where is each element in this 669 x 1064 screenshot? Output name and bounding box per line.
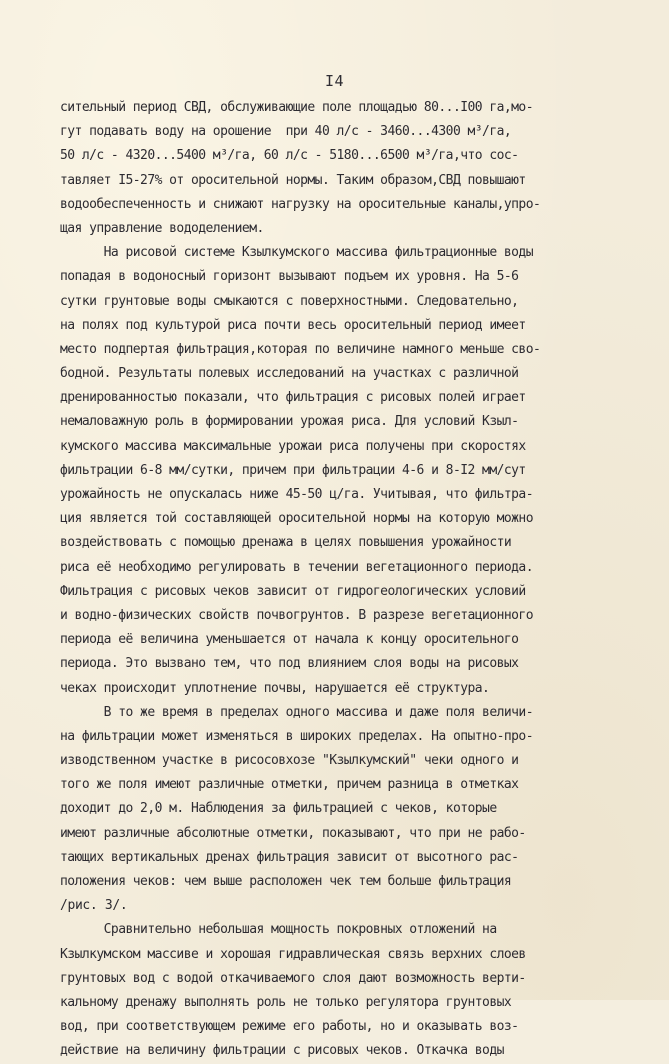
text-line: На рисовой системе Кзылкумского массива фильтрационные воды xyxy=(60,245,533,261)
text-line: Кзылкумском массиве и хорошая гидравлическая связь верхних слоев xyxy=(60,946,526,962)
text-line: положения чеков: чем выше расположен чек тем больше фильтрация xyxy=(60,874,512,889)
text-line: гут подавать воду на орошение при 40 л/с - 3460...4300 м³/га, xyxy=(60,124,512,140)
text-line: бодной. Результаты полевых исследований на участках с различной xyxy=(60,366,519,382)
text-line: /рис. 3/. xyxy=(60,898,128,914)
text-line: кальному дренажу выполнять роль не только регулятора грунтовых xyxy=(60,994,512,1010)
text-line: фильтрации 6-8 мм/сутки, причем при фильтрации 4-6 и 8-I2 мм/сут xyxy=(60,462,526,478)
page-number: I4 xyxy=(324,72,345,90)
text-line: 50 л/с - 4320...5400 м³/га, 60 л/с - 5180...6500 м³/га,что сос- xyxy=(60,148,519,164)
text-line: того же поля имеют различные отметки, причем разница в отметках xyxy=(60,777,519,793)
text-line: водообеспеченность и снижают нагрузку на оросительные каналы,упро- xyxy=(60,196,541,212)
text-line: кумского массива максимальные урожаи риса получены при скоростях xyxy=(60,438,526,454)
text-line: щая управление вододелением. xyxy=(60,220,264,236)
text-line: В то же время в пределах одного массива и даже поля величи- xyxy=(60,704,533,720)
text-line: Фильтрация с рисовых чеков зависит от гидрогеологических условий xyxy=(60,583,526,599)
text-line: и водно-физических свойств почвогрунтов. В разрезе вегетационного xyxy=(60,607,533,623)
text-line: сительный период СВД, обслуживающие поле площадью 80...I00 га,мо- xyxy=(60,100,533,115)
text-line: доходит до 2,0 м. Наблюдения за фильтрацией с чеков, которые xyxy=(60,801,497,817)
text-line: Сравнительно небольшая мощность покровных отложений на xyxy=(60,922,497,938)
text-line: вод, при соответствующем режиме его работы, но и оказывать воз- xyxy=(60,1019,519,1035)
text-line: ция является той составляющей оросительной нормы на которую можно xyxy=(60,511,533,527)
text-line: периода. Это вызвано тем, что под влиянием слоя воды на рисовых xyxy=(60,656,519,672)
text-line: периода её величина уменьшается от начала к концу оросительного xyxy=(60,632,519,648)
text-line: воздействовать с помощью дренажа в целях повышения урожайности xyxy=(60,535,512,551)
body-text xyxy=(60,96,620,1064)
text-line: имеют различные абсолютные отметки, показывают, что при не рабо- xyxy=(60,825,526,841)
text-line: на фильтрации может изменяться в широких пределах. На опытно-про- xyxy=(60,728,533,744)
text-line: тавляет I5-27% от оросительной нормы. Таким образом,СВД повышают xyxy=(60,172,526,188)
text-line: немаловажную роль в формировании урожая риса. Для условий Кзыл- xyxy=(60,414,519,430)
text-line: грунтовых вод с водой откачиваемого слоя дают возможность верти- xyxy=(60,970,526,986)
text-line: чеках происходит уплотнение почвы, нарушается её структура. xyxy=(60,680,490,696)
text-line: риса её необходимо регулировать в течении вегетационного периода. xyxy=(60,559,533,575)
text-line: место подпертая фильтрация,которая по величине намного меньше сво- xyxy=(60,341,541,357)
text-line: сутки грунтовые воды смыкаются с поверхностными. Следовательно, xyxy=(60,293,519,309)
text-line: попадая в водоносный горизонт вызывают подъем их уровня. На 5-6 xyxy=(60,269,519,285)
text-line: тающих вертикальных дренах фильтрация зависит от высотного рас- xyxy=(60,849,519,865)
text-line: урожайность не опускалась ниже 45-50 ц/га. Учитывая, что фильтра- xyxy=(60,487,533,502)
text-line: изводственном участке в рисосовхозе "Кзылкумский" чеки одного и xyxy=(60,753,519,769)
text-line: дренированностью показали, что фильтрация с рисовых полей играет xyxy=(60,390,526,406)
text-line: действие на величину фильтрации с рисовых чеков. Откачка воды xyxy=(60,1043,504,1059)
text-line: на полях под культурой риса почти весь оросительный период имеет xyxy=(60,317,526,333)
